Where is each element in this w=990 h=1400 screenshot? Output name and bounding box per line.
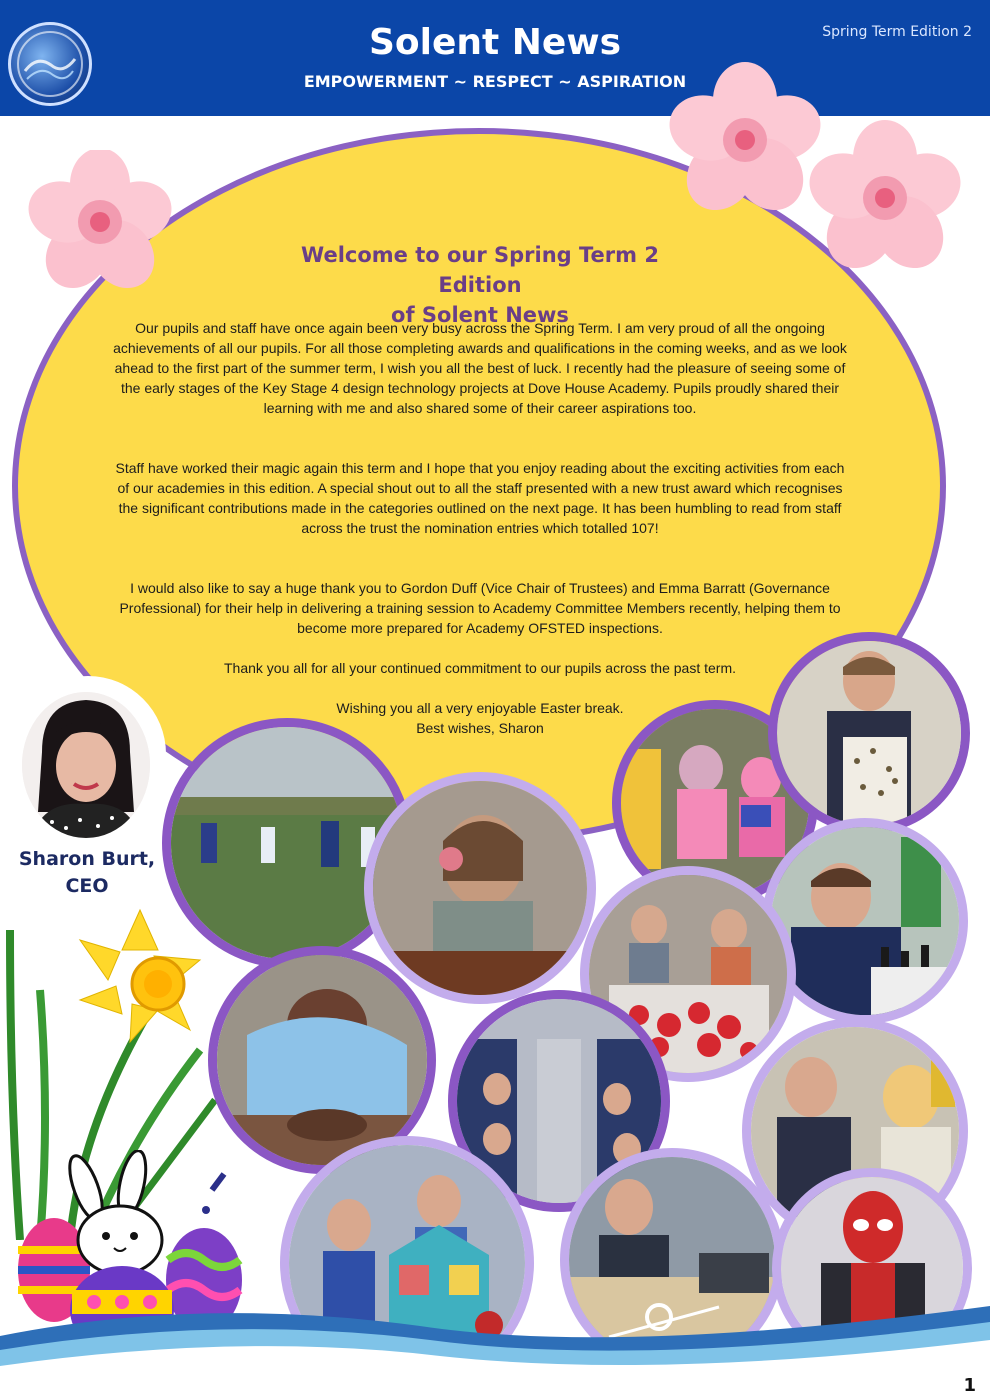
header-banner: [0, 0, 990, 116]
photo-girl-sensory-play: [364, 772, 596, 1004]
photo-boy-artwork: [768, 632, 970, 834]
welcome-paragraph: I would also like to say a huge thank you to Gordon Duff (Vice Chair of Trustees) and Emma Barratt (Governance Professional) for their help in delivering a training session to Academy Committee Members recently, helping them to become more prepared for Academy OFSTED inspections.: [119, 580, 841, 636]
ceo-name-line2: CEO: [65, 875, 109, 897]
ceo-name: [14, 846, 160, 900]
welcome-heading-line1: Welcome to our Spring Term 2 Edition: [301, 243, 659, 297]
newsletter-tagline: EMPOWERMENT ~ RESPECT ~ ASPIRATION: [303, 72, 687, 91]
page-number: 1: [963, 1375, 976, 1396]
closing-signoff: Best wishes, Sharon: [416, 720, 544, 736]
ceo-portrait: [22, 692, 150, 838]
welcome-paragraph: Our pupils and staff have once again been very busy across the Spring Term. I am very proud of all the ongoing achievements of all our pupils. For all those completing awards and qualifications in the coming weeks, and as we look ahead to the first part of the summer term, I wish you all the best of luck. I recently had the pleasure of seeing some of the early stages of the Key Stage 4 design technology projects at Dove House Academy. Pupils proudly shared their learning with me and also shared some of their career aspirations too.: [113, 320, 847, 416]
bottom-wave-decoration: [0, 1296, 990, 1400]
newsletter-title: Solent News: [368, 22, 622, 63]
welcome-heading: [260, 240, 700, 330]
closing-line: Wishing you all a very enjoyable Easter break.: [336, 700, 624, 716]
ceo-name-line1: Sharon Burt,: [18, 848, 156, 870]
edition-label: Spring Term Edition 2: [822, 24, 972, 40]
welcome-heading-line2: of Solent News: [391, 303, 569, 327]
welcome-paragraph: Thank you all for all your continued commitment to our pupils across the past term.: [223, 660, 736, 676]
welcome-paragraph: Staff have worked their magic again this term and I hope that you enjoy reading about the exciting activities from each of our academies in this edition. A special shout out to all the staff presented with a new trust award which recognises the significant contributions made in the categories outlined on the next page. It has been humbling to read from staff across the trust the nomination entries which totalled 107!: [115, 460, 845, 536]
cherry-blossom-icon: [10, 150, 190, 290]
cherry-blossom-icon: [795, 118, 975, 278]
